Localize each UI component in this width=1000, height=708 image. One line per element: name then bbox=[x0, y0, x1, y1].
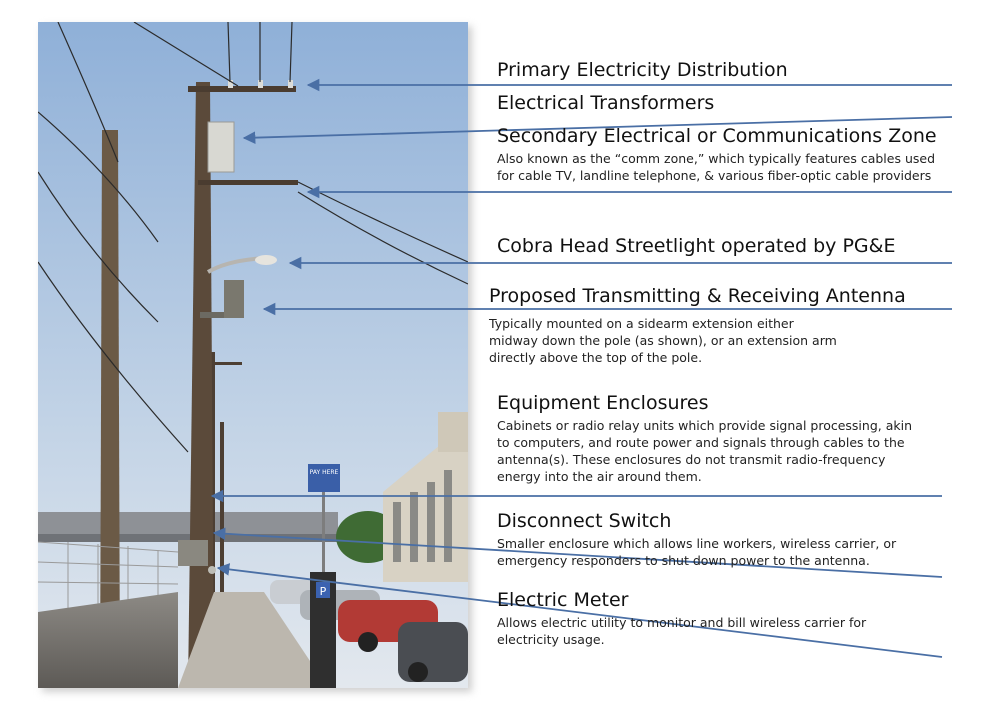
callout-enclosures-description: Cabinets or radio relay units which provide signal processing, akin to computers, and route power and signals through cables to the antenna(s). These enclosures do not transmit radio-frequency energy into the air around them. bbox=[497, 418, 913, 484]
parking-p-label: P bbox=[319, 585, 327, 598]
callout-streetlight-title: Cobra Head Streetlight operated by PG&E bbox=[497, 235, 896, 257]
antenna bbox=[224, 280, 244, 318]
disconnect-switch bbox=[178, 540, 208, 566]
electric-meter bbox=[208, 566, 216, 574]
pay-here-text: PAY HERE bbox=[309, 469, 339, 476]
comm-arm bbox=[198, 180, 298, 185]
callout-antenna-title: Proposed Transmitting & Receiving Antenna bbox=[489, 285, 906, 307]
callout-antenna-description: Typically mounted on a sidearm extension either midway down the pole (as shown), or an extension arm directly above the top of the pole. bbox=[489, 316, 837, 365]
callout-primary-title: Primary Electricity Distribution bbox=[497, 59, 788, 81]
callout-transformers-title: Electrical Transformers bbox=[497, 92, 715, 114]
photo-illustration bbox=[38, 22, 468, 688]
callout-disconnect-description: Smaller enclosure which allows line workers, wireless carrier, or emergency responders to shut down power to the antenna. bbox=[497, 536, 897, 568]
callout-secondary-description: Also known as the “comm zone,” which typically features cables used for cable TV, landline telephone, & various fiber-optic cable providers bbox=[497, 151, 936, 183]
crossarm bbox=[188, 86, 296, 92]
callout-secondary-title: Secondary Electrical or Communications Zone bbox=[497, 125, 937, 147]
utility-pole-photo bbox=[38, 22, 468, 688]
transformer bbox=[208, 122, 234, 172]
freeway-overpass bbox=[38, 512, 338, 534]
callout-disconnect-title: Disconnect Switch bbox=[497, 510, 672, 532]
callout-meter-description: Allows electric utility to monitor and bill wireless carrier for electricity usage. bbox=[497, 615, 867, 647]
streetlight-head bbox=[255, 255, 277, 265]
callout-meter-title: Electric Meter bbox=[497, 589, 629, 611]
callout-enclosures-title: Equipment Enclosures bbox=[497, 392, 709, 414]
